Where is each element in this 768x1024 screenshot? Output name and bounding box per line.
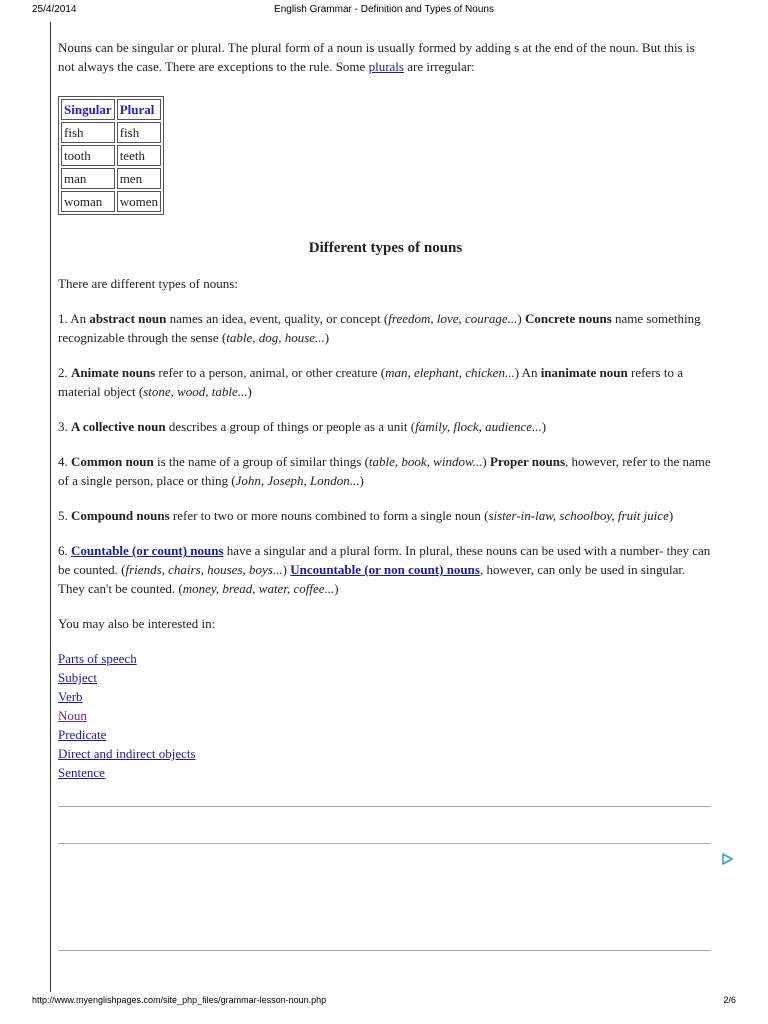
cell-plural: fish xyxy=(117,122,161,143)
print-date: 25/4/2014 xyxy=(32,4,77,15)
divider-line xyxy=(58,950,711,951)
cell-plural: men xyxy=(117,168,161,189)
link-subject[interactable]: Subject xyxy=(58,670,97,685)
plural-table xyxy=(58,96,164,215)
cell-singular: man xyxy=(61,168,115,189)
link-predicate[interactable]: Predicate xyxy=(58,727,107,742)
adchoices-play-icon[interactable] xyxy=(720,852,734,866)
link-parts-of-speech[interactable]: Parts of speech xyxy=(58,651,137,666)
link-verb[interactable]: Verb xyxy=(58,689,83,704)
types-intro: There are different types of nouns: xyxy=(58,276,238,291)
type-abstract-concrete: 1. An abstract noun names an idea, event, quality, or concept (freedom, love, courage...) Concrete nouns name something recognizable through the sense (table, dog, house...) xyxy=(58,311,701,345)
article-content xyxy=(58,38,713,782)
print-page-number: 2/6 xyxy=(723,995,736,1005)
print-title: English Grammar - Definition and Types of Nouns xyxy=(274,4,494,15)
divider-line xyxy=(58,806,711,807)
type-common-proper: 4. Common noun is the name of a group of similar things (table, book, window...) Proper nouns, however, refer to the name of a single person, place or thing (John, Joseph, London...) xyxy=(58,454,711,488)
table-row xyxy=(61,145,161,166)
cell-plural: teeth xyxy=(117,145,161,166)
header-singular: Singular xyxy=(61,99,115,120)
cell-singular: fish xyxy=(61,122,115,143)
cell-singular: tooth xyxy=(61,145,115,166)
type-animate-inanimate: 2. Animate nouns refer to a person, animal, or other creature (man, elephant, chicken...) An inanimate noun refers to a material object (stone, wood, table...) xyxy=(58,365,683,399)
countable-nouns-link[interactable]: Countable (or count) nouns xyxy=(71,543,224,558)
plurals-link[interactable]: plurals xyxy=(368,59,404,74)
link-sentence[interactable]: Sentence xyxy=(58,765,105,780)
interested-label: You may also be interested in: xyxy=(58,616,216,631)
print-url: http://www.myenglishpages.com/site_php_files/grammar-lesson-noun.php xyxy=(32,995,327,1005)
type-countable: 6. Countable (or count) nouns have a singular and a plural form. In plural, these nouns can be used with a number- they can be counted. (friends, chairs, houses, boys...) Uncountable (or non count) nouns, however, can only be used in singular. They can't be counted. (money, bread, water, coffee...) xyxy=(58,543,711,596)
type-compound: 5. Compound nouns refer to two or more nouns combined to form a single noun (sister-in-law, schoolboy, fruit juice) xyxy=(58,508,674,523)
print-footer xyxy=(0,995,768,1009)
link-noun[interactable]: Noun xyxy=(58,708,87,723)
link-direct-indirect-objects[interactable]: Direct and indirect objects xyxy=(58,746,196,761)
left-border-line xyxy=(50,22,51,992)
divider-line xyxy=(58,843,711,844)
section-title: Different types of nouns xyxy=(308,240,463,256)
header-plural: Plural xyxy=(117,99,161,120)
intro-paragraph: Nouns can be singular or plural. The plural form of a noun is usually formed by adding s at the end of the noun. But this is not always the case. There are exceptions to the rule. Some plurals are irregular: xyxy=(58,40,695,74)
table-header-row xyxy=(61,99,161,120)
table-row xyxy=(61,191,161,212)
table-row xyxy=(61,168,161,189)
cell-plural: women xyxy=(117,191,161,212)
uncountable-nouns-link[interactable]: Uncountable (or non count) nouns xyxy=(290,562,480,577)
related-links xyxy=(58,649,713,782)
cell-singular: woman xyxy=(61,191,115,212)
print-header xyxy=(0,4,768,18)
type-collective: 3. A collective noun describes a group of things or people as a unit (family, flock, audience...) xyxy=(58,419,547,434)
table-row xyxy=(61,122,161,143)
